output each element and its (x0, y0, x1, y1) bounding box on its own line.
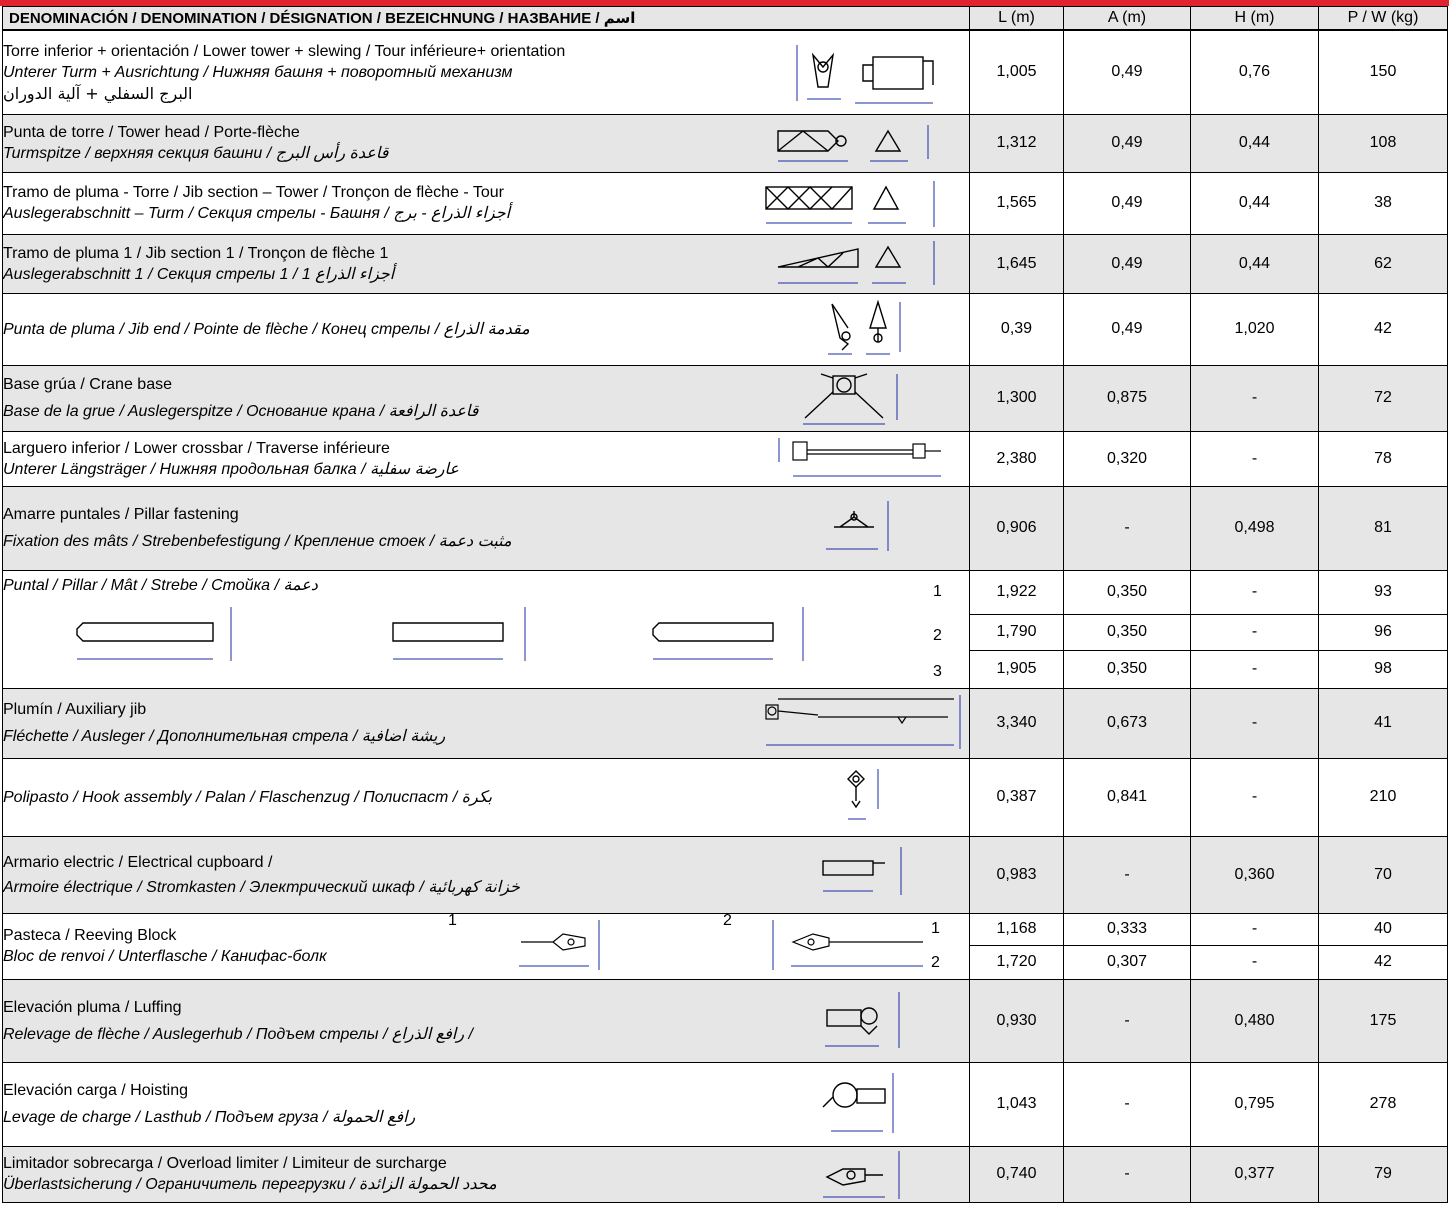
row-name (3, 234, 970, 293)
row-name (3, 431, 970, 486)
table-row (3, 1062, 1448, 1146)
row-line: Punta de pluma / Jib end / Pointe de flèche / Конец стрелы / مقدمة الذراع (3, 320, 530, 338)
value-l: 1,565 (970, 172, 1064, 234)
value-a: - (1064, 1062, 1191, 1146)
table-row (3, 431, 1448, 486)
value-p: 41 (1319, 688, 1448, 758)
reeving-block-drawings (513, 916, 933, 978)
row-name (3, 1062, 970, 1146)
auxiliary-jib-drawing (758, 691, 968, 755)
row-line: Puntal / Pillar / Mât / Strebe / Стойка / دعمة (3, 576, 318, 594)
value-a: - (1064, 1146, 1191, 1202)
sub-index: 2 (933, 626, 942, 644)
value-p: 210 (1319, 758, 1448, 836)
value-l: 0,930 (970, 979, 1064, 1062)
value-l: 2,380 (970, 431, 1064, 486)
jib-section-1-drawing (768, 239, 948, 291)
value-a: 0,841 (1064, 758, 1191, 836)
row-line: Base grúa / Crane base (3, 376, 172, 393)
value-a: 0,49 (1064, 293, 1191, 365)
row-line: Elevación pluma / Luffing (3, 998, 182, 1016)
value-p: 78 (1319, 431, 1448, 486)
value-h: 0,498 (1191, 486, 1319, 570)
value-p: 42 (1319, 293, 1448, 365)
value-h: 0,44 (1191, 172, 1319, 234)
value-a: - (1064, 486, 1191, 570)
value-p: 150 (1319, 30, 1448, 114)
sub-index: 1 (931, 919, 940, 937)
hook-assembly-drawing (838, 765, 898, 829)
crane-base-drawing (793, 370, 913, 428)
value-p: 81 (1319, 486, 1448, 570)
row-line: Polipasto / Hook assembly / Palan / Flaschenzug / Полиспаст / بكرة (3, 788, 493, 806)
row-name (3, 913, 970, 979)
table-row (3, 913, 1448, 945)
row-name (3, 365, 970, 431)
value-p: 38 (1319, 172, 1448, 234)
value-a: - (1064, 836, 1191, 913)
value-h: - (1191, 913, 1319, 945)
value-h: - (1191, 614, 1319, 650)
value-h: - (1191, 431, 1319, 486)
hoisting-drawing (813, 1067, 923, 1141)
value-a: 0,49 (1064, 30, 1191, 114)
row-name (3, 836, 970, 913)
table-row (3, 836, 1448, 913)
row-line: Torre inferior + orientación / Lower tower + slewing / Tour inférieure+ orientation (3, 42, 566, 60)
value-p: 62 (1319, 234, 1448, 293)
value-h: - (1191, 945, 1319, 979)
table-row (3, 758, 1448, 836)
table-row (3, 172, 1448, 234)
value-l: 1,905 (970, 650, 1064, 688)
table-row (3, 293, 1448, 365)
table-row (3, 570, 1448, 614)
value-h: 0,44 (1191, 114, 1319, 172)
value-p: 175 (1319, 979, 1448, 1062)
row-line: Base de la grue / Auslegerspitze / Основание крана / قاعدة الرافعة (3, 403, 479, 420)
value-h: 0,360 (1191, 836, 1319, 913)
row-line: Larguero inferior / Lower crossbar / Traverse inférieure (3, 439, 390, 457)
row-line: Turmspitze / верхняя секция башни / قاعدة رأس البرج (3, 145, 389, 162)
value-h: 0,795 (1191, 1062, 1319, 1146)
value-h: - (1191, 365, 1319, 431)
table-header-row (3, 7, 1448, 31)
value-h: 1,020 (1191, 293, 1319, 365)
row-line: Elevación carga / Hoisting (3, 1082, 188, 1099)
row-line: Unterer Turm + Ausrichtung / Нижняя башня + поворотный механизм (3, 63, 513, 81)
sub-index: 2 (723, 911, 732, 929)
row-line: Tramo de pluma - Torre / Jib section – Tower / Tronçon de flèche - Tour (3, 184, 504, 201)
value-a: 0,875 (1064, 365, 1191, 431)
value-l: 1,300 (970, 365, 1064, 431)
table-row (3, 688, 1448, 758)
row-line: Armoire électrique / Stromkasten / Электрический шкаф / خزانة كهربائية (3, 878, 520, 896)
sub-index: 3 (933, 662, 942, 680)
value-h: 0,377 (1191, 1146, 1319, 1202)
value-l: 3,340 (970, 688, 1064, 758)
value-a: 0,673 (1064, 688, 1191, 758)
row-line: Bloc de renvoi / Unterflasche / Канифас-болк (3, 948, 327, 965)
value-h: - (1191, 758, 1319, 836)
value-p: 42 (1319, 945, 1448, 979)
value-l: 1,043 (970, 1062, 1064, 1146)
lower-tower-drawing (783, 37, 963, 109)
value-l: 1,168 (970, 913, 1064, 945)
row-line: Armario electric / Electrical cupboard / (3, 853, 273, 871)
value-p: 70 (1319, 836, 1448, 913)
value-p: 72 (1319, 365, 1448, 431)
table-row (3, 234, 1448, 293)
column-header-width: A (m) (1064, 7, 1191, 31)
value-h: 0,44 (1191, 234, 1319, 293)
column-header-weight: P / W (kg) (1319, 7, 1448, 31)
value-a: 0,49 (1064, 114, 1191, 172)
value-p: 108 (1319, 114, 1448, 172)
value-h: - (1191, 650, 1319, 688)
row-name (3, 979, 970, 1062)
table-row (3, 30, 1448, 114)
row-line: Fléchette / Ausleger / Дополнительная стрела / ريشة اضافية (3, 728, 446, 745)
row-line: Punta de torre / Tower head / Porte-flèche (3, 124, 300, 141)
value-h: 0,480 (1191, 979, 1319, 1062)
value-p: 40 (1319, 913, 1448, 945)
row-line: Amarre puntales / Pillar fastening (3, 506, 239, 523)
pillar-drawings (63, 601, 843, 685)
row-line: البرج السفلي + آلية الدوران (3, 83, 193, 103)
sub-index: 1 (933, 582, 942, 600)
row-line: Auslegerabschnitt 1 / Секция стрелы 1 / أجزاء الذراع 1 (3, 265, 395, 283)
row-line: Levage de charge / Lasthub / Подъем груза / رافع الحمولة (3, 1109, 416, 1126)
table-row (3, 114, 1448, 172)
row-line: Pasteca / Reeving Block (3, 927, 177, 944)
row-name (3, 293, 970, 365)
value-l: 0,387 (970, 758, 1064, 836)
row-name (3, 30, 970, 114)
value-a: 0,350 (1064, 614, 1191, 650)
value-l: 1,720 (970, 945, 1064, 979)
row-name (3, 114, 970, 172)
luffing-drawing (813, 986, 923, 1056)
column-header-length: L (m) (970, 7, 1064, 31)
row-line: Überlastsicherung / Ограничитель перегрузки / محدد الحمولة الزائدة (3, 1176, 497, 1193)
value-l: 1,790 (970, 614, 1064, 650)
row-line: Tramo de pluma 1 / Jib section 1 / Tronçon de flèche 1 (3, 244, 389, 262)
row-line: Relevage de flèche / Auslegerhub / Подъем стрелы / رافع الذراع / (3, 1025, 473, 1043)
value-h: - (1191, 570, 1319, 614)
value-a: 0,49 (1064, 172, 1191, 234)
components-table (2, 6, 1448, 1203)
table-row (3, 979, 1448, 1062)
value-p: 79 (1319, 1146, 1448, 1202)
value-a: 0,350 (1064, 570, 1191, 614)
column-header-height: H (m) (1191, 7, 1319, 31)
value-a: 0,350 (1064, 650, 1191, 688)
value-a: - (1064, 979, 1191, 1062)
row-name (3, 1146, 970, 1202)
row-line: Auslegerabschnitt – Turm / Секция стрелы - Башня / أجزاء الذراع - برج (3, 205, 511, 222)
jib-end-drawing (818, 298, 918, 360)
value-a: 0,333 (1064, 913, 1191, 945)
value-l: 0,39 (970, 293, 1064, 365)
value-p: 278 (1319, 1062, 1448, 1146)
row-line: Plumín / Auxiliary jib (3, 701, 147, 718)
value-h: - (1191, 688, 1319, 758)
value-l: 1,645 (970, 234, 1064, 293)
value-p: 93 (1319, 570, 1448, 614)
row-name (3, 570, 970, 688)
value-l: 0,906 (970, 486, 1064, 570)
value-p: 98 (1319, 650, 1448, 688)
row-name (3, 688, 970, 758)
value-a: 0,320 (1064, 431, 1191, 486)
jib-section-tower-drawing (758, 179, 948, 231)
sub-index: 1 (448, 911, 457, 929)
table-row (3, 365, 1448, 431)
value-l: 0,983 (970, 836, 1064, 913)
value-l: 0,740 (970, 1146, 1064, 1202)
value-a: 0,307 (1064, 945, 1191, 979)
electrical-cupboard-drawing (813, 841, 923, 905)
pillar-fastening-drawing (818, 491, 918, 561)
table-row (3, 1146, 1448, 1202)
value-l: 1,312 (970, 114, 1064, 172)
row-line: Unterer Längsträger / Нижняя продольная балка / عارضة سفلية (3, 460, 459, 478)
sub-index: 2 (931, 953, 940, 971)
row-line: Fixation des mâts / Strebenbefestigung / Крепление стоек / مثبت دعمة (3, 533, 512, 550)
lower-crossbar-drawing (773, 436, 953, 484)
row-name (3, 172, 970, 234)
column-header-denomination: DENOMINACIÓN / DENOMINATION / DÉSIGNATION / BEZEICHNUNG / НАЗВАНИЕ / اسم (3, 7, 970, 31)
tower-head-drawing (758, 121, 948, 167)
row-name (3, 758, 970, 836)
value-p: 96 (1319, 614, 1448, 650)
row-name (3, 486, 970, 570)
value-h: 0,76 (1191, 30, 1319, 114)
value-a: 0,49 (1064, 234, 1191, 293)
table-row (3, 486, 1448, 570)
value-l: 1,922 (970, 570, 1064, 614)
row-line: Limitador sobrecarga / Overload limiter / Limiteur de surcharge (3, 1155, 447, 1172)
value-l: 1,005 (970, 30, 1064, 114)
overload-limiter-drawing (813, 1149, 933, 1201)
